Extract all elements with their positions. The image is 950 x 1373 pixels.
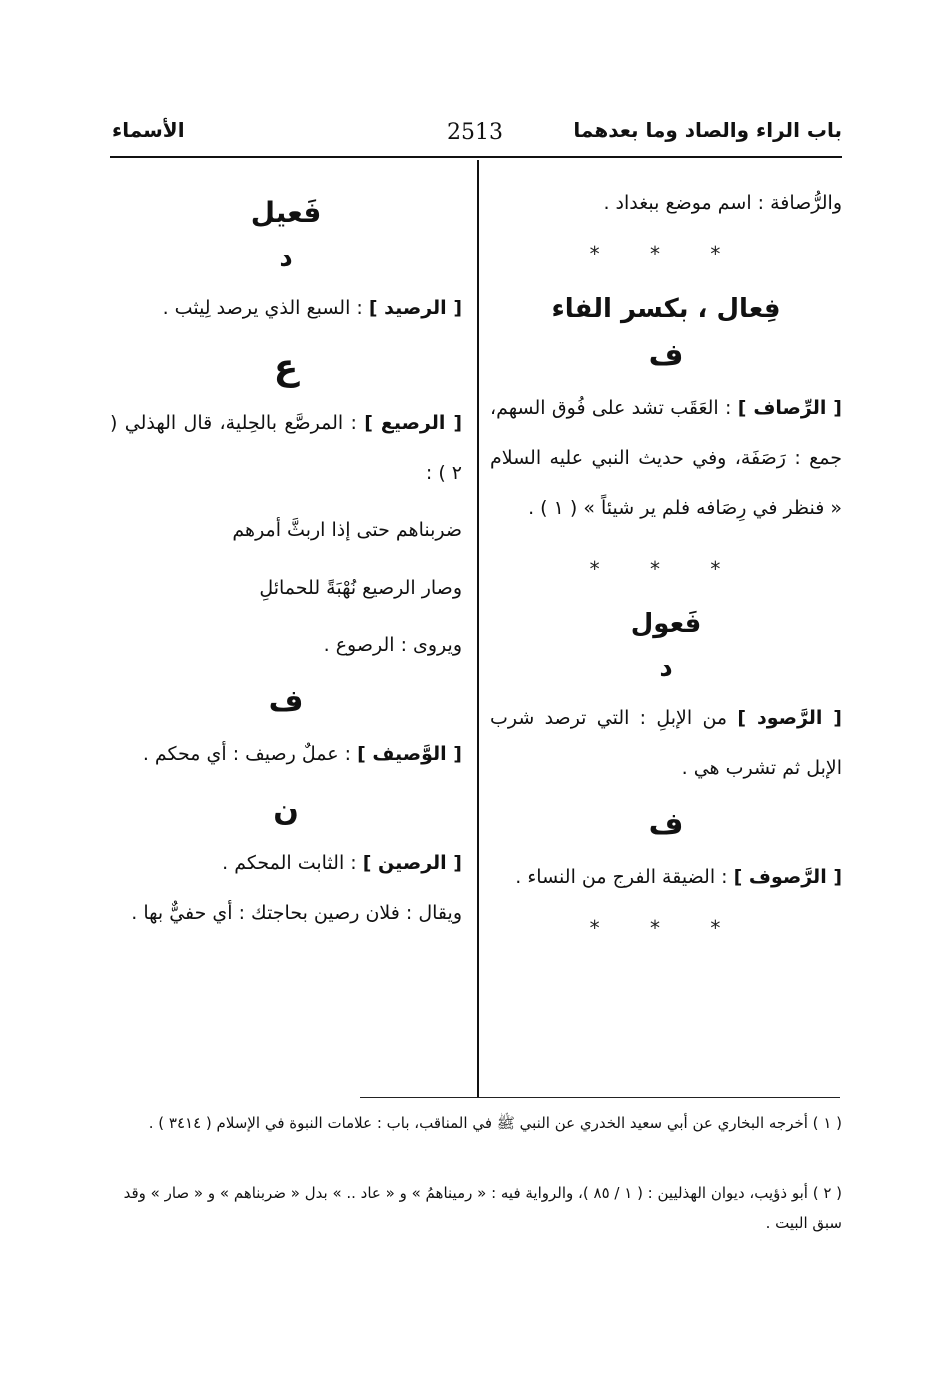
entry-definition: : الضيقة الفرج من النساء .	[515, 866, 734, 888]
separator-stars: * * *	[589, 916, 743, 940]
entry-headword: [ الرصيد ]	[368, 297, 462, 319]
entry-rasuf	[490, 852, 842, 902]
letter-heading-f: ف	[648, 807, 684, 842]
poem-verse-2: وصار الرصيع نُهْبَةً للحمائلِ	[259, 577, 462, 599]
section-title-fial: فِعال ، بكسر الفاء	[551, 294, 781, 324]
entry-headword: [ الرِّصاف ]	[737, 397, 842, 419]
entry-rasin	[110, 838, 462, 888]
entry-definition: : الثابت المحكم .	[222, 852, 363, 874]
poem-verse-1: ضربناهم حتى إذا اربثَّ أمرهم	[232, 519, 462, 541]
running-header-title: باب الراء والصاد وما بعدهما	[573, 118, 842, 142]
entry-headword: [ الوَّصيف ]	[357, 743, 462, 765]
entry-definition: : العَقَب تشد على فُوق السهم، جمع : رَصَفَة، وفي حديث النبي عليه السلام « فنظر في رِصَافه فلم ير شيئاً » ( ١ ) .	[490, 397, 842, 519]
entry-definition: : المرصَّع بالحِلية، قال الهذلي ( ٢ ) :	[110, 412, 462, 484]
page-number: 2513	[447, 120, 503, 145]
column-divider	[477, 160, 479, 1097]
section-title-faul: فَعول	[630, 609, 702, 639]
left-column	[110, 178, 462, 938]
entry-rasid	[110, 283, 462, 333]
entry-headword: [ الرَّصود ]	[737, 707, 842, 729]
intro-entry: والرُّصافة : اسم موضع ببغداد .	[603, 192, 842, 214]
separator-stars: * * *	[589, 557, 743, 581]
letter-heading-d: د	[279, 243, 293, 273]
entry-definition: : عملٌ رصيف : أي محكم .	[142, 743, 358, 765]
right-column	[490, 178, 842, 958]
running-header-section: الأسماء	[112, 118, 185, 142]
footnote-2: ( ٢ ) أبو ذؤيب، ديوان الهذليين : ( ١ / ٨٥ )، والرواية فيه : « رميناهمُ » و « عاد .. » بدل « ضربناهم » و « صار » وقد سبق البيت .	[123, 1184, 842, 1232]
entry-rasin-usage: ويقال : فلان رصين بحاجتك : أي حفيٌّ بها .	[131, 902, 462, 924]
letter-heading-f: ف	[648, 338, 684, 373]
letter-heading-f: ف	[268, 684, 304, 719]
separator-stars: * * *	[589, 242, 743, 266]
entry-headword: [ الرَّصوف ]	[733, 866, 842, 888]
section-title-fail: فَعيل	[250, 196, 322, 229]
letter-heading-d: د	[659, 653, 673, 683]
entry-headword: [ الرصيع ]	[364, 412, 462, 434]
letter-heading-ain: ع	[273, 347, 299, 388]
entry-rasud	[490, 693, 842, 793]
variant-reading: ويروى : الرصوع .	[323, 634, 462, 656]
entry-risaf	[490, 383, 842, 533]
letter-heading-n: ن	[273, 793, 299, 828]
footnote-rule	[360, 1097, 840, 1098]
entry-rasif	[110, 729, 462, 779]
header-rule	[110, 156, 842, 158]
entry-definition: من الإبلِ : التي ترصد شرب الإبل ثم تشرب هي .	[490, 707, 842, 779]
entry-headword: [ الرصين ]	[362, 852, 462, 874]
entry-definition: : السبع الذي يرصد لِيثب .	[162, 297, 369, 319]
footnote-1: ( ١ ) أخرجه البخاري عن أبي سعيد الخدري عن النبي ﷺ في المناقب، باب : علامات النبوة في الإسلام ( ٣٤١٤ ) .	[148, 1114, 842, 1132]
entry-rasi	[110, 398, 462, 498]
